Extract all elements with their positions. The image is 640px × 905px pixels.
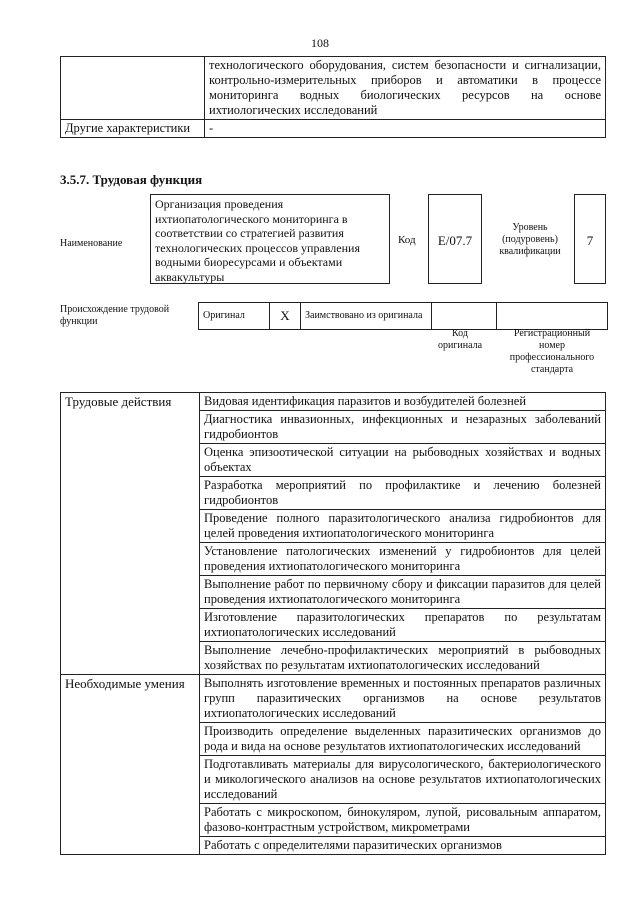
labor-action-row-text: Проведение полного паразитологического анализа гидробионтов для целей проведения ихтиопатологического мониторинга (200, 510, 606, 543)
skill-row-text: Работать с микроскопом, бинокуляром, лупой, рисовальным аппаратом, фазово-контрастным устройством, микрометрами (200, 804, 606, 837)
labor-action-row-text: Установление патологических изменений у гидробионтов для целей проведения ихтиопатологического мониторинга (200, 543, 606, 576)
labor-action-row-text: Изготовление паразитологических препаратов по результатам ихтиопатологических исследований (200, 609, 606, 642)
labor-action-row-text: Выполнение лечебно-профилактических мероприятий в рыбоводных хозяйствах по результатам ихтиопатологических исследований (200, 642, 606, 675)
code-label: Код (398, 234, 416, 246)
labor-action-row-text: Оценка эпизоотической ситуации на рыбоводных хозяйствах и водных объектах (200, 444, 606, 477)
level-label: Уровень (подуровень) квалификации (499, 222, 561, 257)
function-details-table (60, 392, 606, 855)
registration-number-caption: Регистрационный номер профессионального стандарта (509, 328, 595, 375)
other-characteristics-value: - (205, 120, 606, 138)
labor-action-row (61, 393, 606, 411)
labor-action-row-text: Видовая идентификация паразитов и возбудителей болезней (200, 393, 606, 411)
skills-label: Необходимые умения (61, 675, 200, 855)
borrowed-label: Заимствовано из оригинала (301, 303, 432, 330)
other-characteristics-label: Другие характеристики (61, 120, 205, 138)
origin-table (198, 302, 608, 330)
registration-number-cell (497, 303, 608, 330)
function-code-box: E/07.7 (428, 194, 482, 284)
labor-actions-label: Трудовые действия (61, 393, 200, 675)
labor-action-row-text: Выполнение работ по первичному сбору и фиксации паразитов для целей проведения ихтиопатологического мониторинга (200, 576, 606, 609)
section-title: 3.5.7. Трудовая функция (60, 172, 203, 187)
level-value-box: 7 (574, 194, 606, 284)
name-label: Наименование (60, 238, 123, 249)
original-code-cell (432, 303, 497, 330)
skill-row-text: Работать с определителями паразитических организмов (200, 837, 606, 855)
skill-row-text: Производить определение выделенных паразитических организмов до рода и вида на основе результатов ихтиопатологических исследований (200, 723, 606, 756)
skill-row (61, 675, 606, 723)
labor-action-row-text: Диагностика инвазионных, инфекционных и незаразных заболеваний гидробионтов (200, 411, 606, 444)
labor-action-row-text: Разработка мероприятий по профилактике и лечению болезней гидробионтов (200, 477, 606, 510)
origin-label: Происхождение трудовой функции (60, 304, 170, 327)
function-name-box: Организация проведения ихтиопатологического мониторинга в соответствии со стратегией развития технологических процессов управления водными биоресурсами и объектами аквакультуры (150, 194, 390, 284)
continued-text: технологического оборудования, систем безопасности и сигнализации, контрольно-измерительных приборов и автоматики в процессе мониторинга водных биологических ресурсов на основе ихтиологических исследований (205, 57, 606, 120)
skill-row-text: Подготавливать материалы для вирусологического, бактериологического и микологического анализов на основе результатов ихтиопатологических исследований (200, 756, 606, 804)
page-number: 108 (311, 36, 329, 50)
continued-label-cell (61, 57, 205, 120)
original-mark: X (270, 303, 301, 330)
skill-row-text: Выполнять изготовление временных и постоянных препаратов различных групп паразитических организмов на основе результатов ихтиопатологических исследований (200, 675, 606, 723)
original-code-caption: Код оригинала (437, 328, 483, 351)
continued-table (60, 56, 606, 138)
original-label: Оригинал (199, 303, 270, 330)
